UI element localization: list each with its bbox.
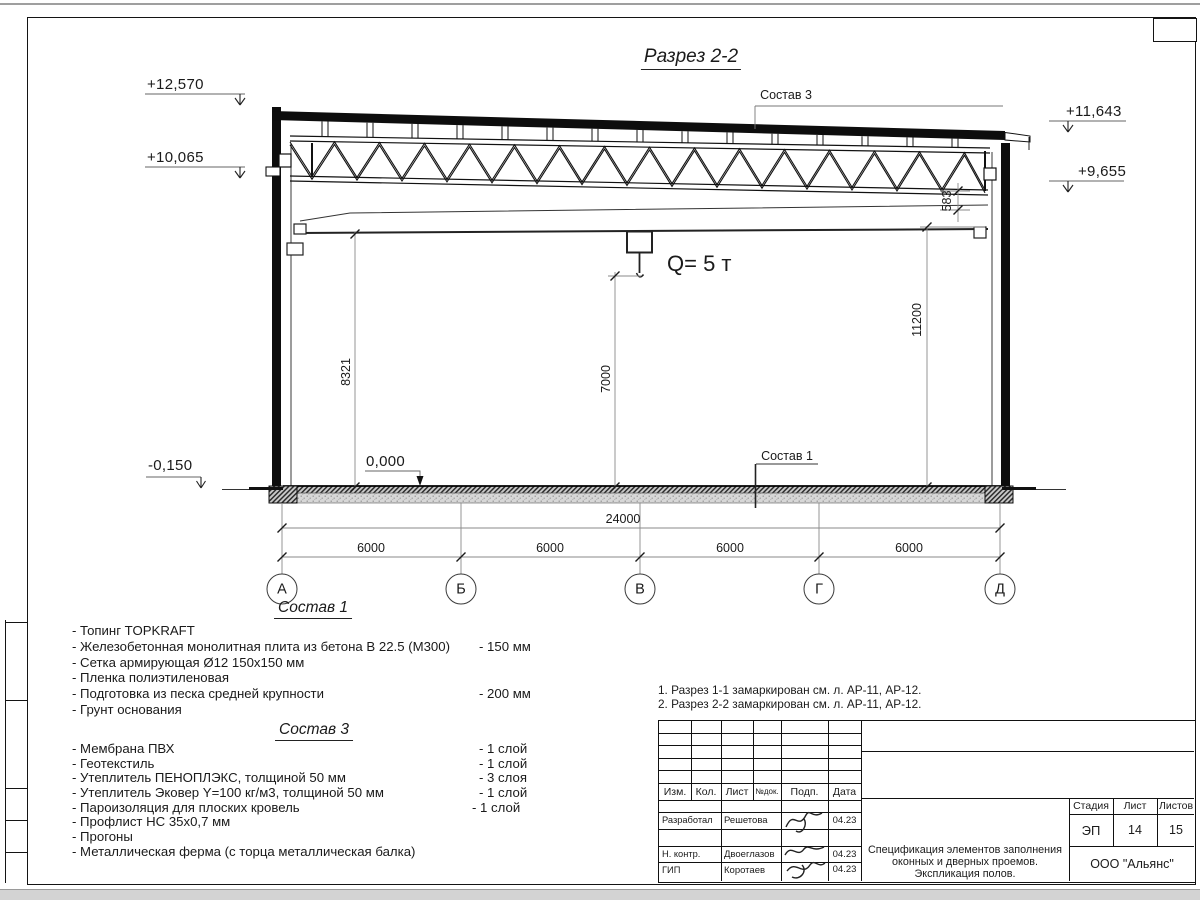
dim-truss-depth: 583 bbox=[940, 190, 954, 212]
roof-edge bbox=[1005, 133, 1030, 143]
truss-bottom-chord bbox=[290, 176, 988, 195]
axis-bubble-b: Б bbox=[446, 574, 477, 605]
axis-bubble-g: Г bbox=[804, 574, 835, 605]
list-item: - Геотекстиль - 1 слой bbox=[72, 755, 528, 771]
list-item: - Сетка армирующая Ø12 150х150 мм bbox=[72, 654, 305, 670]
dim-bay-4: 6000 bbox=[895, 541, 923, 555]
left-bracket bbox=[266, 167, 280, 176]
sostav3-drawing-label: Состав 3 bbox=[760, 88, 812, 102]
stamp-stage-label: Стадия bbox=[1073, 800, 1109, 812]
title-block bbox=[658, 720, 1196, 883]
stamp-header-kol: Кол. bbox=[695, 785, 717, 798]
note-line-1: 1. Разрез 1-1 замаркирован см. л. АР-11, АР-12. bbox=[658, 683, 922, 697]
list-item: - Металлическая ферма (с торца металлическая балка) bbox=[72, 843, 416, 859]
elevation-left-top: +12,570 bbox=[147, 76, 204, 93]
list-item: - Железобетонная монолитная плита из бетона В 22.5 (М300) - 150 мм bbox=[72, 638, 531, 654]
stamp-sheet-label: Лист bbox=[1123, 800, 1147, 812]
sostav1-heading: Состав 1 bbox=[274, 599, 352, 619]
list-item: - Прогоны bbox=[72, 829, 133, 845]
drawing-title: Разрез 2-2 bbox=[641, 46, 741, 70]
stamp-date-ncontrol: 04.23 bbox=[832, 848, 857, 860]
signature-developer bbox=[782, 805, 827, 835]
dim-bay-1: 6000 bbox=[357, 541, 385, 555]
left-rail-bracket bbox=[294, 224, 306, 234]
axis-bubble-v: В bbox=[625, 574, 656, 605]
list-item: - Пленка полиэтиленовая bbox=[72, 670, 229, 686]
list-item: - Утеплитель Эковер Y=100 кг/м3, толщиной 50 мм - 1 слой bbox=[72, 785, 528, 801]
dim-hook-height: 7000 bbox=[599, 365, 613, 393]
stamp-sheets-value: 15 bbox=[1169, 823, 1183, 837]
right-column bbox=[1001, 143, 1010, 487]
elevation-left-mid: +10,065 bbox=[147, 149, 204, 166]
list-item: - Подготовка из песка средней крупности - 200 мм bbox=[72, 686, 531, 702]
column-inner-faces bbox=[291, 143, 992, 486]
stamp-date-developer: 04.23 bbox=[832, 815, 857, 826]
stamp-role-gip: ГИП bbox=[662, 865, 681, 875]
elevation-floor-zero: 0,000 bbox=[366, 453, 406, 470]
sostav3-list bbox=[72, 741, 547, 859]
truss-top-chord bbox=[290, 136, 990, 153]
list-item: - Грунт основания bbox=[72, 701, 182, 717]
stamp-sheet-value: 14 bbox=[1128, 823, 1142, 837]
elevation-floor-minus: -0,150 bbox=[148, 457, 193, 474]
floor-bedding bbox=[283, 493, 1002, 503]
stamp-company: ООО "Альянс" bbox=[1090, 856, 1174, 871]
list-item: - Мембрана ПВХ - 1 слой bbox=[72, 741, 528, 756]
right-truss-seat bbox=[984, 168, 996, 180]
dim-bay-2: 6000 bbox=[536, 541, 564, 555]
dim-clear-height: 11200 bbox=[910, 303, 924, 337]
stamp-role-developer: Разработал bbox=[662, 815, 713, 825]
stamp-sheets-label: Листов bbox=[1158, 800, 1194, 812]
list-item: - Топинг TOPKRAFT bbox=[72, 623, 195, 638]
floor-topping bbox=[283, 486, 1002, 493]
left-truss-seat bbox=[279, 154, 291, 167]
right-rail-bracket bbox=[974, 227, 986, 238]
stamp-name-gip: Коротаев bbox=[724, 865, 766, 876]
sostav1-list bbox=[72, 623, 547, 718]
stamp-date-gip: 04.23 bbox=[832, 864, 857, 875]
axis-bubble-d: Д bbox=[985, 574, 1016, 605]
left-rail-console bbox=[287, 243, 303, 255]
note-line-2: 2. Разрез 2-2 замаркирован см. л. АР-11, АР-12. bbox=[658, 696, 922, 711]
notes bbox=[658, 684, 921, 711]
sostav1-drawing-label: Состав 1 bbox=[761, 449, 813, 463]
stamp-header-list: Лист bbox=[725, 785, 749, 798]
stamp-role-ncontrol: Н. контр. bbox=[662, 849, 701, 859]
dim-total-span: 24000 bbox=[605, 512, 641, 526]
axis-bubble-a: А bbox=[267, 574, 298, 605]
list-item: - Пароизоляция для плоских кровель - 1 слой bbox=[72, 799, 521, 815]
list-item: - Утеплитель ПЕНОПЛЭКС, толщиной 50 мм - 3 слоя bbox=[72, 770, 527, 786]
truss-web bbox=[290, 142, 985, 193]
stamp-stage-value: ЭП bbox=[1081, 822, 1101, 838]
zero-leader bbox=[365, 471, 420, 477]
stamp-header-ndok: №док. bbox=[755, 787, 779, 796]
stamp-doc-title: Спецификация элементов заполнения оконных и дверных проемов. Экспликация полов. bbox=[867, 843, 1062, 881]
crane-trolley bbox=[627, 232, 652, 253]
stamp-header-izm: Изм. bbox=[663, 785, 687, 798]
signature-approvers bbox=[782, 841, 828, 881]
roof-slab bbox=[272, 111, 1005, 140]
crane-capacity-label: Q= 5 т bbox=[667, 251, 732, 276]
stamp-header-data: Дата bbox=[832, 785, 857, 798]
list-item: - Профлист НС 35х0,7 мм bbox=[72, 814, 231, 830]
zero-arrow bbox=[417, 476, 424, 486]
elevation-right-top: +11,643 bbox=[1066, 103, 1122, 120]
stamp-name-ncontrol: Двоеглазов bbox=[724, 849, 775, 860]
crane-beam-top bbox=[300, 205, 988, 221]
sostav3-heading: Состав 3 bbox=[275, 721, 353, 741]
stamp-header-podp: Подп. bbox=[790, 785, 819, 798]
dim-rail-height: 8321 bbox=[339, 358, 353, 386]
elevation-lines bbox=[145, 94, 1126, 477]
dim-bay-3: 6000 bbox=[716, 541, 744, 555]
elevation-right-mid: +9,655 bbox=[1078, 163, 1127, 180]
stamp-name-developer: Решетова bbox=[724, 815, 768, 826]
elevation-arrows bbox=[197, 94, 1074, 488]
